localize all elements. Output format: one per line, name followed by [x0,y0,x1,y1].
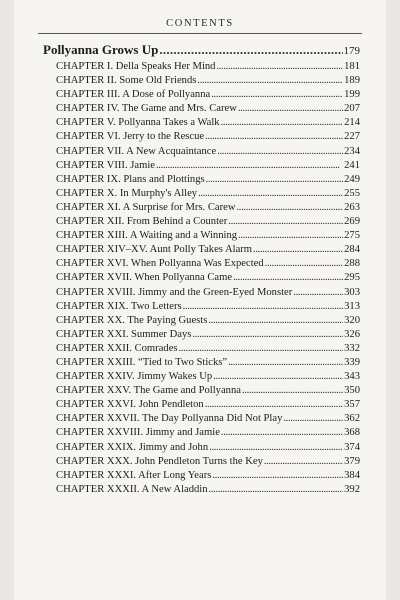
toc-chapter-page: 207 [344,103,360,115]
dot-leader [212,469,343,483]
toc-chapter-title: CHAPTER XXXII. A New Aladdin [56,483,208,495]
dot-leader [205,398,343,412]
toc-chapter-entry [43,60,360,74]
toc-chapter-entry [43,314,360,328]
dot-leader [206,173,343,187]
dot-leader [283,412,343,426]
toc-chapter-title: CHAPTER VII. A New Acquaintance [56,145,217,157]
dot-leader [198,187,343,201]
toc-chapter-page: 284 [344,244,360,256]
toc-chapter-entry [43,342,360,356]
toc-chapter-title: CHAPTER XXVI. John Pendleton [56,399,204,411]
table-of-contents [43,43,360,497]
dot-leader [179,342,344,356]
dot-leader [183,300,344,314]
toc-chapter-entry [43,215,360,229]
toc-chapter-page: 189 [344,75,360,87]
toc-chapter-title: CHAPTER XXIV. Jimmy Wakes Up [56,371,213,383]
toc-chapter-page: 263 [344,201,360,213]
header-rule [38,33,362,34]
toc-chapter-title: CHAPTER XVIII. Jimmy and the Green-Eyed Monster [56,286,293,298]
toc-chapter-entry [43,483,360,497]
toc-chapter-page: 320 [344,314,360,326]
toc-chapter-entry [43,130,360,144]
dot-leader [209,441,343,455]
toc-chapter-page: 343 [344,371,360,383]
toc-chapter-entry [43,286,360,300]
toc-chapter-entry [43,102,360,116]
toc-part-title: Pollyanna Grows Up [43,42,159,57]
dot-leader [233,271,343,285]
toc-chapter-entry [43,469,360,483]
toc-chapter-page: 249 [344,173,360,185]
toc-chapter-page: 357 [344,399,360,411]
toc-chapter-entry [43,257,360,271]
dot-leader [293,286,343,300]
toc-chapter-title: CHAPTER VI. Jerry to the Rescue [56,131,205,143]
toc-chapter-page: 269 [344,216,360,228]
toc-chapter-entry [43,412,360,426]
toc-chapter-title: CHAPTER XXIX. Jimmy and John [56,441,209,453]
toc-chapter-title: CHAPTER XXX. John Pendleton Turns the Key [56,455,263,467]
toc-chapter-title: CHAPTER V. Pollyanna Takes a Walk [56,117,220,129]
toc-chapter-page: 199 [344,89,360,101]
dot-leader [209,483,344,497]
dot-leader [221,426,343,440]
toc-chapter-title: CHAPTER XXVIII. Jimmy and Jamie [56,427,220,439]
toc-chapter-page: 384 [344,469,360,481]
toc-chapter-entry [43,426,360,440]
toc-chapter-title: CHAPTER XXVII. The Day Pollyanna Did Not Play [56,413,283,425]
toc-chapter-page: 255 [344,187,360,199]
toc-chapter-entry [43,159,360,173]
toc-chapter-page: 339 [344,356,360,368]
toc-chapter-entry [43,455,360,469]
dot-leader [213,370,343,384]
toc-chapter-title: CHAPTER XX. The Paying Guests [56,314,208,326]
toc-chapter-page: 313 [344,300,360,312]
running-head: CONTENTS [166,18,234,29]
dot-leader [156,159,343,173]
toc-chapter-entry [43,74,360,88]
toc-chapter-title: CHAPTER XXIII. “Tied to Two Sticks” [56,356,228,368]
dot-leader [211,88,343,102]
toc-chapter-page: 234 [344,145,360,157]
toc-chapter-title: CHAPTER XVI. When Pollyanna Was Expected [56,258,264,270]
book-page [14,0,386,600]
toc-chapter-page: 303 [344,286,360,298]
toc-chapter-entry [43,356,360,370]
toc-chapter-page: 326 [344,328,360,340]
toc-chapter-page: 181 [344,61,360,72]
toc-chapter-page: 214 [344,117,360,129]
toc-chapter-entry [43,88,360,102]
dot-leader [221,116,344,130]
toc-chapter-entry [43,187,360,201]
dot-leader [238,102,343,116]
toc-chapter-title: CHAPTER X. In Murphy's Alley [56,187,198,199]
toc-chapter-page: 362 [344,413,360,425]
dot-leader [265,257,343,271]
dot-leader [242,384,343,398]
toc-chapter-entry [43,173,360,187]
toc-chapter-entry [43,370,360,384]
toc-chapter-entry [43,229,360,243]
dot-leader [264,455,343,469]
toc-chapter-entry [43,398,360,412]
toc-chapter-title: CHAPTER VIII. Jamie [56,159,155,171]
dot-leader [238,229,343,243]
toc-chapter-entry [43,384,360,398]
toc-chapter-title: CHAPTER IX. Plans and Plottings [56,173,205,185]
toc-chapter-page: 368 [344,427,360,439]
dot-leader [192,328,343,342]
toc-chapter-entry [43,271,360,285]
dot-leader [237,201,344,215]
toc-chapter-entry [43,441,360,455]
toc-chapter-title: CHAPTER XXII. Comrades [56,342,178,354]
toc-chapter-page: 332 [344,342,360,354]
toc-part-page: 179 [343,45,360,57]
toc-chapter-title: CHAPTER XIII. A Waiting and a Winning [56,230,238,242]
toc-chapter-title: CHAPTER XXXI. After Long Years [56,469,212,481]
toc-chapter-page: 241 [344,159,360,171]
toc-chapter-title: CHAPTER III. A Dose of Pollyanna [56,89,211,101]
toc-chapter-title: CHAPTER IV. The Game and Mrs. Carew [56,103,237,115]
toc-chapter-page: 295 [344,272,360,284]
dot-leader [216,60,343,74]
toc-chapter-title: CHAPTER XI. A Surprise for Mrs. Carew [56,201,236,213]
toc-chapter-title: CHAPTER XII. From Behind a Counter [56,216,228,228]
toc-chapter-page: 275 [344,230,360,242]
dot-leader [159,43,342,57]
toc-chapter-title: CHAPTER XXI. Summer Days [56,328,192,340]
dot-leader [197,74,343,88]
toc-chapter-page: 227 [344,131,360,143]
toc-chapter-entry [43,300,360,314]
toc-chapter-title: CHAPTER II. Some Old Friends [56,75,197,87]
toc-chapter-page: 392 [344,483,360,495]
toc-chapter-entry [43,328,360,342]
toc-part-entry [43,43,360,60]
toc-chapter-entry [43,201,360,215]
toc-chapter-title: CHAPTER XIX. Two Letters [56,300,182,312]
toc-chapter-page: 350 [344,385,360,397]
toc-chapter-page: 374 [344,441,360,453]
toc-chapter-title: CHAPTER I. Della Speaks Her Mind [56,61,216,72]
toc-chapter-page: 288 [344,258,360,270]
dot-leader [228,215,343,229]
toc-chapter-entry [43,243,360,257]
dot-leader [208,314,343,328]
toc-chapter-entry [43,116,360,130]
toc-chapter-page: 379 [344,455,360,467]
dot-leader [228,356,343,370]
toc-chapter-title: CHAPTER XIV–XV. Aunt Polly Takes Alarm [56,244,253,256]
toc-chapter-title: CHAPTER XXV. The Game and Pollyanna [56,385,241,397]
dot-leader [253,243,343,257]
dot-leader [205,130,343,144]
toc-chapter-title: CHAPTER XVII. When Pollyanna Came [56,272,233,284]
dot-leader [217,145,343,159]
toc-chapter-entry [43,145,360,159]
